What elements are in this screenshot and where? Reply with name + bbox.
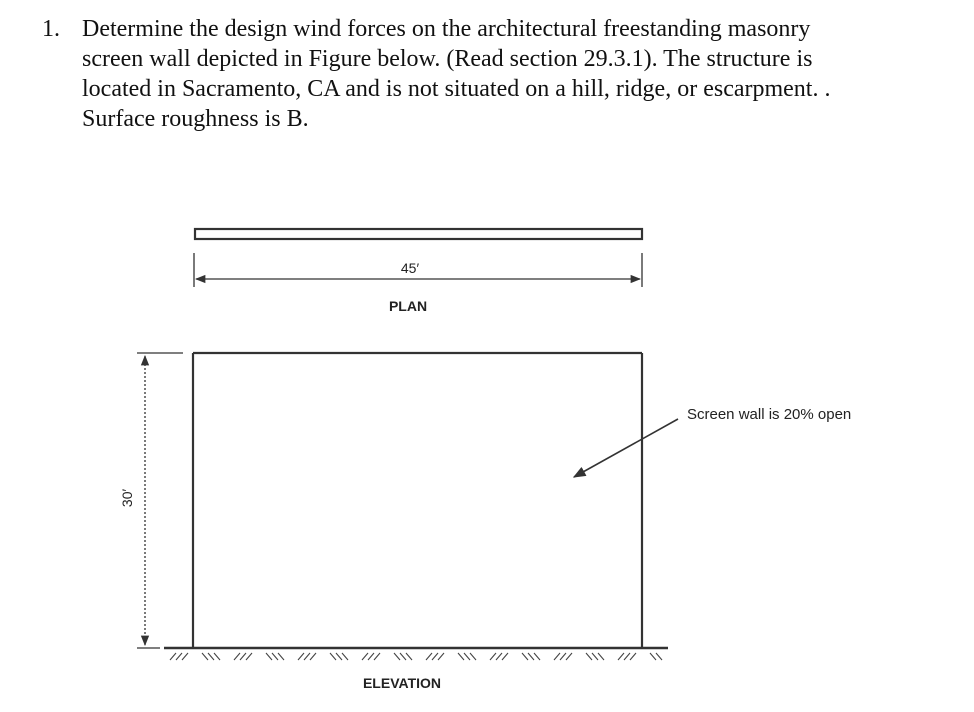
hatch-stroke bbox=[464, 653, 470, 660]
hatch-stroke bbox=[304, 653, 310, 660]
hatch-stroke bbox=[438, 653, 444, 660]
hatch-stroke bbox=[362, 653, 368, 660]
hatch-stroke bbox=[272, 653, 278, 660]
annotation-leader bbox=[574, 419, 678, 477]
problem-line-4: Surface roughness is B. bbox=[82, 106, 309, 132]
hatch-stroke bbox=[470, 653, 476, 660]
hatch-stroke bbox=[458, 653, 464, 660]
hatch-stroke bbox=[656, 653, 662, 660]
elevation-label: ELEVATION bbox=[362, 675, 442, 691]
hatch-stroke bbox=[426, 653, 432, 660]
hatch-stroke bbox=[278, 653, 284, 660]
hatch-stroke bbox=[246, 653, 252, 660]
problem-line-3: located in Sacramento, CA and is not situated on a hill, ridge, or escarpment. . bbox=[82, 76, 831, 102]
hatch-stroke bbox=[208, 653, 214, 660]
hatch-stroke bbox=[554, 653, 560, 660]
ground-hatching bbox=[170, 653, 662, 660]
hatch-stroke bbox=[400, 653, 406, 660]
hatch-stroke bbox=[298, 653, 304, 660]
plan-view bbox=[194, 229, 642, 314]
plan-wall bbox=[195, 229, 642, 239]
elevation-view bbox=[119, 353, 851, 691]
hatch-stroke bbox=[560, 653, 566, 660]
hatch-stroke bbox=[240, 653, 246, 660]
hatch-stroke bbox=[598, 653, 604, 660]
hatch-stroke bbox=[496, 653, 502, 660]
plan-label: PLAN bbox=[388, 298, 428, 314]
hatch-stroke bbox=[336, 653, 342, 660]
hatch-stroke bbox=[586, 653, 592, 660]
hatch-stroke bbox=[650, 653, 656, 660]
hatch-stroke bbox=[342, 653, 348, 660]
hatch-stroke bbox=[522, 653, 528, 660]
hatch-stroke bbox=[368, 653, 374, 660]
hatch-stroke bbox=[394, 653, 400, 660]
hatch-stroke bbox=[374, 653, 380, 660]
plan-dimension-label: 45′ bbox=[400, 260, 420, 276]
hatch-stroke bbox=[202, 653, 208, 660]
hatch-stroke bbox=[214, 653, 220, 660]
height-dimension-label: 30′ bbox=[119, 488, 135, 508]
hatch-stroke bbox=[624, 653, 630, 660]
hatch-stroke bbox=[566, 653, 572, 660]
hatch-stroke bbox=[528, 653, 534, 660]
hatch-stroke bbox=[502, 653, 508, 660]
problem-number: 1. bbox=[42, 16, 60, 42]
problem-line-2: screen wall depicted in Figure below. (Read section 29.3.1). The structure is bbox=[82, 46, 813, 72]
hatch-stroke bbox=[170, 653, 176, 660]
hatch-stroke bbox=[330, 653, 336, 660]
hatch-stroke bbox=[534, 653, 540, 660]
annotation-text: Screen wall is 20% open bbox=[687, 406, 852, 423]
hatch-stroke bbox=[618, 653, 624, 660]
hatch-stroke bbox=[490, 653, 496, 660]
hatch-stroke bbox=[406, 653, 412, 660]
hatch-stroke bbox=[432, 653, 438, 660]
hatch-stroke bbox=[176, 653, 182, 660]
hatch-stroke bbox=[592, 653, 598, 660]
problem-line-1: Determine the design wind forces on the architectural freestanding masonry bbox=[82, 16, 811, 42]
hatch-stroke bbox=[310, 653, 316, 660]
hatch-stroke bbox=[182, 653, 188, 660]
hatch-stroke bbox=[630, 653, 636, 660]
hatch-stroke bbox=[234, 653, 240, 660]
hatch-stroke bbox=[266, 653, 272, 660]
